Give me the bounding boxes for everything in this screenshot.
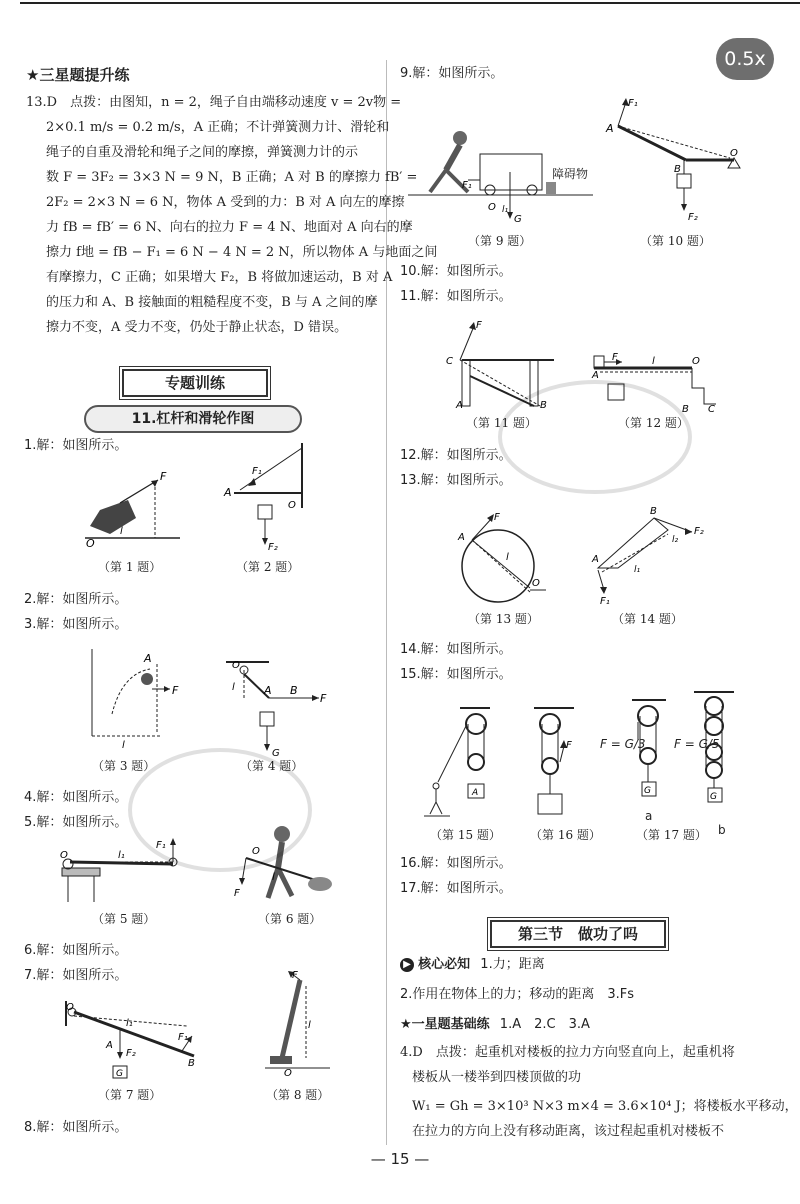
star-section-heading: ★三星题提升练 (26, 66, 130, 84)
svg-text:O: O (692, 356, 700, 367)
figure-16 (524, 704, 584, 824)
svg-text:l₁: l₁ (634, 565, 641, 575)
q13-line: 有摩擦力，C 正确；如果增大 F₂，B 将做加速运动，B 对 A (46, 270, 393, 285)
answer-7: 7.解：如图所示。 (24, 968, 128, 983)
svg-text:O: O (284, 1068, 292, 1079)
svg-text:F: F (160, 470, 167, 483)
svg-text:A: A (456, 400, 463, 411)
svg-text:l₂: l₂ (672, 535, 679, 545)
svg-text:F: F (476, 320, 482, 331)
svg-text:l: l (308, 1020, 311, 1031)
answer-1: 1.解：如图所示。 (24, 438, 128, 453)
svg-text:A: A (606, 122, 614, 135)
svg-text:F₁: F₁ (178, 1032, 188, 1043)
svg-text:A: A (224, 486, 232, 499)
svg-text:O: O (288, 500, 296, 511)
svg-text:l₁: l₁ (118, 850, 125, 861)
answer-6: 6.解：如图所示。 (24, 943, 128, 958)
svg-text:O: O (66, 1002, 74, 1013)
svg-text:G: G (514, 214, 522, 225)
page-number: — 15 — (370, 1150, 430, 1168)
force-label-17b: F = G/5 (674, 737, 720, 751)
svg-text:A: A (592, 554, 599, 565)
caption-7: （第 7 题） (98, 1088, 162, 1102)
svg-text:A: A (144, 652, 152, 665)
q4-line: 楼板从一楼举到四楼顶做的功 (412, 1070, 582, 1085)
caption-6: （第 6 题） (258, 912, 322, 926)
watermark-graphic (490, 372, 700, 502)
svg-text:F: F (234, 888, 240, 899)
svg-text:O: O (532, 578, 540, 589)
svg-text:F: F (292, 970, 298, 981)
caption-1: （第 1 题） (98, 560, 162, 574)
answer-9: 9.解：如图所示。 (400, 66, 504, 81)
topic-title: 11.杠杆和滑轮作图 (84, 405, 302, 433)
answer-17: 17.解：如图所示。 (400, 881, 512, 896)
one-star-heading: ★一星题基础练 (400, 1017, 490, 1032)
q13-line: 13.D 点拨：由图知，n = 2，绳子自由端移动速度 v = 2v物 = (26, 95, 402, 110)
q4-line: W₁ = Gh = 3×10³ N×3 m×4 = 3.6×10⁴ J；将楼板水平移动， (412, 1099, 798, 1114)
svg-text:l: l (272, 872, 275, 883)
svg-text:G: G (710, 792, 717, 802)
svg-text:l₁: l₁ (502, 205, 509, 215)
svg-text:F₁: F₁ (156, 840, 166, 851)
svg-text:l: l (232, 682, 235, 693)
core-icon: ▶ (400, 958, 414, 972)
one-star-answers: 1.A 2.C 3.A (499, 1017, 590, 1032)
core-line-2: 2.作用在物体上的力；移动的距离 3.Fs (400, 987, 635, 1002)
svg-text:A: A (472, 788, 479, 798)
q13-line: 力 fB = fB′ = 6 N、向右的拉力 F = 4 N、地面对 A 向右的摩 (46, 220, 413, 235)
one-star-line (400, 1015, 590, 1035)
svg-text:B: B (682, 404, 689, 415)
q13-line: 擦力 f地 = fB − F₁ = 6 N − 4 N = 2 N，所以物体 A 与地面之间 (46, 245, 438, 260)
answer-11: 11.解：如图所示。 (400, 289, 512, 304)
svg-text:B: B (540, 400, 547, 411)
svg-text:C: C (708, 404, 715, 415)
svg-text:O: O (86, 537, 95, 550)
svg-text:l: l (122, 740, 125, 751)
svg-text:B: B (290, 684, 298, 697)
answer-2: 2.解：如图所示。 (24, 592, 128, 607)
svg-text:B: B (188, 1058, 195, 1069)
caption-9: （第 9 题） (468, 234, 532, 248)
svg-text:F: F (612, 352, 618, 363)
svg-text:G: G (644, 786, 651, 796)
core-title: 核心必知 (418, 957, 471, 972)
svg-text:F₂: F₂ (126, 1048, 136, 1059)
caption-14: （第 14 题） (612, 612, 683, 626)
svg-text:l: l (652, 356, 655, 367)
svg-text:C: C (446, 356, 453, 367)
svg-text:A: A (458, 532, 465, 543)
caption-5: （第 5 题） (92, 912, 156, 926)
svg-text:O: O (232, 660, 240, 671)
figure-10 (604, 94, 744, 224)
figure-8 (260, 968, 340, 1078)
answer-3: 3.解：如图所示。 (24, 617, 128, 632)
answer-13: 13.解：如图所示。 (400, 473, 512, 488)
obstacle-label: 障碍物 (552, 167, 589, 181)
label-b: b (718, 823, 726, 837)
caption-8: （第 8 题） (266, 1088, 330, 1102)
caption-15: （第 15 题） (430, 828, 501, 842)
figure-3 (82, 644, 182, 754)
caption-16: （第 16 题） (530, 828, 601, 842)
svg-text:A: A (106, 1040, 113, 1051)
figure-13 (452, 508, 552, 608)
svg-text:l₁: l₁ (126, 1018, 133, 1029)
q4-line: 4.D 点拨：起重机对楼板的拉力方向竖直向上，起重机将 (400, 1045, 735, 1060)
answer-5: 5.解：如图所示。 (24, 815, 128, 830)
svg-text:F₂: F₂ (688, 212, 698, 223)
svg-text:B: B (674, 164, 681, 175)
answer-16: 16.解：如图所示。 (400, 856, 512, 871)
caption-11: （第 11 题） (466, 416, 537, 430)
label-a: a (645, 809, 653, 823)
svg-text:F: F (566, 740, 572, 751)
core-answer-1: 1.力；距离 (480, 957, 545, 972)
svg-text:O: O (60, 850, 68, 861)
svg-text:G: G (272, 748, 280, 759)
figure-15 (420, 704, 500, 824)
figure-2 (222, 438, 312, 553)
svg-text:F₁: F₁ (628, 98, 638, 109)
caption-17: （第 17 题） (636, 828, 707, 842)
answer-10: 10.解：如图所示。 (400, 264, 512, 279)
svg-text:O: O (252, 846, 260, 857)
top-rule (20, 2, 800, 4)
q13-line: 2×0.1 m/s = 0.2 m/s，A 正确；不计弹簧测力计、滑轮和 (46, 120, 390, 135)
q13-line: 的压力和 A、B 接触面的粗糙程度不变，B 与 A 之间的摩 (46, 295, 378, 310)
figure-14 (588, 500, 708, 606)
caption-12: （第 12 题） (618, 416, 689, 430)
section-3-title: 第三节 做功了吗 (490, 920, 666, 948)
svg-text:l: l (506, 552, 509, 563)
figure-7 (62, 996, 202, 1086)
caption-4: （第 4 题） (240, 759, 304, 773)
svg-text:F: F (494, 512, 500, 523)
svg-text:O: O (730, 148, 738, 159)
special-training-title: 专题训练 (122, 369, 268, 397)
q13-line: 擦力不变，A 受力不变，仍处于静止状态，D 错误。 (46, 320, 348, 335)
answer-14: 14.解：如图所示。 (400, 642, 512, 657)
answer-12: 12.解：如图所示。 (400, 448, 512, 463)
svg-text:F₂: F₂ (268, 542, 278, 553)
answer-15: 15.解：如图所示。 (400, 667, 512, 682)
svg-text:F: F (172, 684, 179, 697)
svg-text:F: F (320, 692, 327, 705)
svg-text:F₁: F₁ (252, 466, 262, 477)
svg-text:l: l (120, 526, 123, 537)
svg-text:F₁: F₁ (462, 180, 472, 191)
svg-text:B: B (650, 506, 657, 517)
core-heading (400, 955, 545, 975)
svg-text:F₁: F₁ (600, 596, 610, 607)
svg-text:F₂: F₂ (694, 526, 704, 537)
svg-text:A: A (592, 370, 599, 381)
svg-text:G: G (116, 1069, 123, 1079)
caption-13: （第 13 题） (468, 612, 539, 626)
answer-8: 8.解：如图所示。 (24, 1120, 128, 1135)
q4-line: 在拉力的方向上没有移动距离，该过程起重机对楼板不 (412, 1124, 725, 1139)
q13-line: 数 F = 3F₂ = 3×3 N = 9 N，B 正确；A 对 B 的摩擦力 fB′ = (46, 170, 418, 185)
q13-line: 绳子的自重及滑轮和绳子之间的摩擦，弹簧测力计的示 (46, 145, 359, 160)
answer-4: 4.解：如图所示。 (24, 790, 128, 805)
zoom-badge[interactable]: 0.5x (716, 38, 774, 80)
svg-text:O: O (488, 202, 496, 213)
svg-text:A: A (264, 684, 272, 697)
q13-line: 2F₂ = 2×3 N = 6 N，物体 A 受到的力：B 对 A 向左的摩擦 (46, 195, 405, 210)
figure-1 (80, 468, 190, 548)
caption-2: （第 2 题） (236, 560, 300, 574)
force-label-17a: F = G/3 (600, 737, 646, 751)
caption-10: （第 10 题） (640, 234, 711, 248)
watermark-graphic (120, 740, 320, 880)
caption-3: （第 3 题） (92, 759, 156, 773)
